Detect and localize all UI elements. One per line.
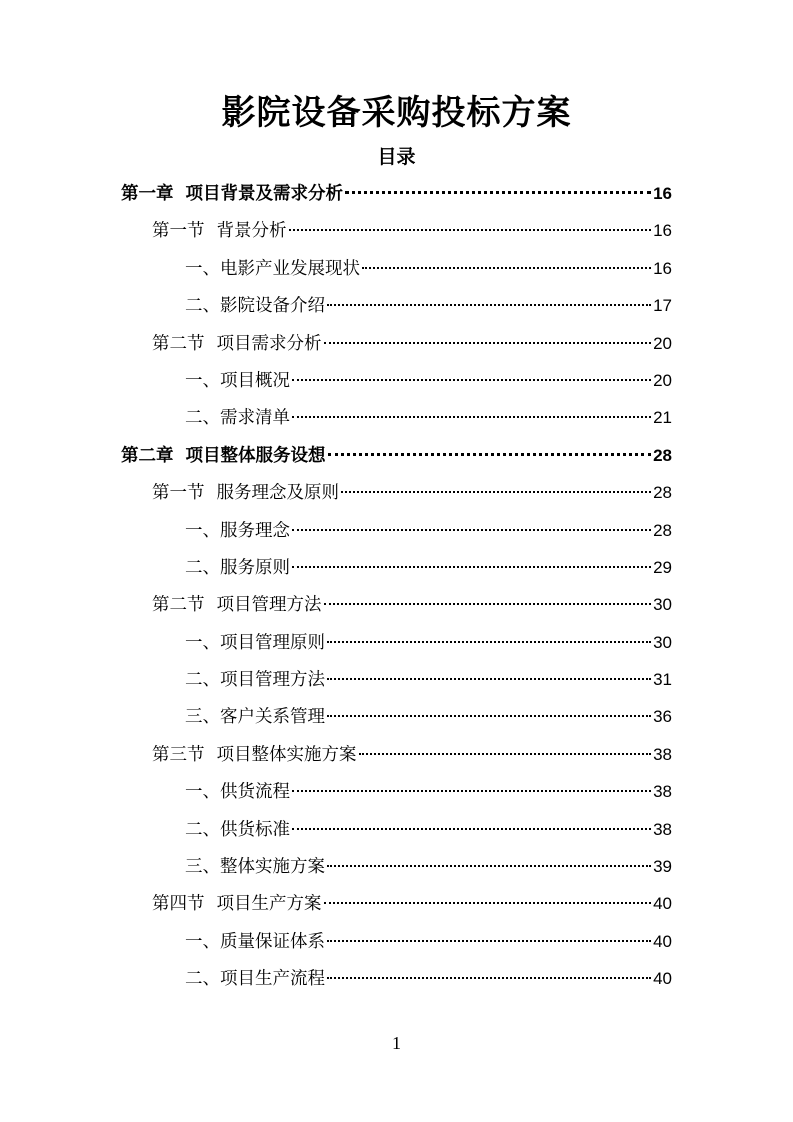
toc-entry-level-3[interactable] bbox=[0, 512, 793, 549]
table-of-contents bbox=[0, 175, 793, 998]
toc-entry-number: 二、 bbox=[185, 557, 220, 578]
toc-entry-level-2[interactable] bbox=[0, 885, 793, 922]
toc-entry-level-3[interactable] bbox=[0, 923, 793, 960]
toc-entry-title: 项目背景及需求分析 bbox=[185, 184, 343, 204]
toc-entry-title: 项目管理方法 bbox=[220, 670, 325, 691]
toc-entry-title: 项目管理原则 bbox=[220, 632, 325, 653]
dot-leader bbox=[289, 229, 652, 231]
toc-entry-number: 第一节 bbox=[152, 221, 205, 242]
toc-entry-page: 20 bbox=[653, 370, 672, 390]
toc-entry-level-2[interactable] bbox=[0, 586, 793, 623]
dot-leader bbox=[359, 753, 652, 755]
toc-entry-page: 36 bbox=[653, 707, 672, 727]
toc-entry-title: 项目管理方法 bbox=[216, 595, 322, 616]
dot-leader bbox=[292, 379, 651, 381]
dot-leader bbox=[327, 715, 651, 717]
toc-entry-level-3[interactable] bbox=[0, 362, 793, 399]
toc-entry-number: 一、 bbox=[185, 632, 220, 653]
toc-entry-page: 17 bbox=[653, 296, 672, 316]
toc-entry-page: 16 bbox=[653, 184, 672, 203]
toc-entry-title: 影院设备介绍 bbox=[220, 296, 325, 317]
dot-leader bbox=[292, 828, 651, 830]
dot-leader bbox=[292, 529, 651, 531]
toc-entry-number: 三、 bbox=[185, 707, 220, 728]
toc-entry-page: 21 bbox=[653, 408, 672, 428]
toc-entry-number: 三、 bbox=[185, 857, 220, 878]
toc-entry-page: 30 bbox=[653, 632, 672, 652]
toc-entry-title: 客户关系管理 bbox=[220, 707, 325, 728]
toc-entry-level-3[interactable] bbox=[0, 960, 793, 997]
toc-entry-page: 29 bbox=[653, 557, 672, 577]
toc-entry-title: 整体实施方案 bbox=[220, 857, 325, 878]
toc-entry-page: 40 bbox=[653, 931, 672, 951]
toc-entry-title: 服务理念及原则 bbox=[216, 483, 339, 504]
dot-leader bbox=[327, 940, 651, 942]
toc-entry-level-2[interactable] bbox=[0, 474, 793, 511]
toc-entry-title: 服务原则 bbox=[220, 557, 290, 578]
toc-entry-level-3[interactable] bbox=[0, 250, 793, 287]
dot-leader bbox=[327, 678, 651, 680]
toc-entry-title: 服务理念 bbox=[220, 520, 290, 541]
toc-entry-level-3[interactable] bbox=[0, 848, 793, 885]
toc-entry-page: 31 bbox=[653, 670, 672, 690]
toc-entry-title: 项目生产流程 bbox=[220, 969, 325, 990]
toc-entry-number: 一、 bbox=[185, 520, 220, 541]
toc-entry-number: 一、 bbox=[185, 370, 220, 391]
toc-entry-level-2[interactable] bbox=[0, 736, 793, 773]
document-title: 影院设备采购投标方案 bbox=[221, 93, 572, 133]
toc-entry-level-3[interactable] bbox=[0, 287, 793, 324]
toc-entry-number: 二、 bbox=[185, 969, 220, 990]
dot-leader bbox=[324, 342, 652, 344]
toc-entry-title: 供货标准 bbox=[220, 819, 290, 840]
page-number: 1 bbox=[392, 1033, 401, 1053]
toc-entry-level-2[interactable] bbox=[0, 212, 793, 249]
dot-leader bbox=[327, 977, 651, 979]
toc-entry-number: 第三节 bbox=[152, 744, 205, 765]
toc-entry-level-3[interactable] bbox=[0, 811, 793, 848]
toc-entry-title: 供货流程 bbox=[220, 782, 290, 803]
dot-leader bbox=[324, 902, 652, 904]
dot-leader bbox=[292, 566, 651, 568]
toc-entry-number: 第一章 bbox=[121, 184, 174, 204]
toc-entry-title: 项目概况 bbox=[220, 370, 290, 391]
dot-leader bbox=[341, 491, 651, 493]
toc-entry-page: 28 bbox=[653, 445, 672, 465]
dot-leader bbox=[327, 641, 651, 643]
toc-entry-page: 40 bbox=[653, 969, 672, 989]
toc-entry-page: 38 bbox=[653, 744, 672, 764]
toc-entry-title: 需求清单 bbox=[220, 408, 290, 429]
toc-entry-number: 第二章 bbox=[121, 445, 174, 466]
toc-entry-title: 项目需求分析 bbox=[216, 333, 322, 354]
toc-entry-level-1[interactable] bbox=[0, 175, 793, 212]
toc-entry-title: 背景分析 bbox=[216, 221, 287, 242]
toc-entry-page: 38 bbox=[653, 782, 672, 802]
toc-entry-page: 16 bbox=[653, 221, 672, 241]
toc-entry-number: 二、 bbox=[185, 670, 220, 691]
toc-entry-page: 28 bbox=[653, 520, 672, 540]
dot-leader bbox=[324, 603, 652, 605]
toc-entry-number: 二、 bbox=[185, 819, 220, 840]
toc-entry-title: 项目整体服务设想 bbox=[185, 445, 326, 466]
toc-entry-number: 第四节 bbox=[152, 894, 205, 915]
dot-leader bbox=[292, 790, 651, 792]
toc-entry-page: 40 bbox=[653, 894, 672, 914]
toc-heading: 目录 bbox=[377, 146, 416, 168]
toc-entry-level-3[interactable] bbox=[0, 661, 793, 698]
toc-entry-number: 一、 bbox=[185, 931, 220, 952]
dot-leader bbox=[345, 191, 651, 194]
toc-entry-number: 第二节 bbox=[152, 333, 205, 354]
toc-entry-page: 30 bbox=[653, 595, 672, 615]
toc-entry-level-2[interactable] bbox=[0, 325, 793, 362]
toc-entry-title: 项目整体实施方案 bbox=[216, 744, 357, 765]
toc-entry-number: 一、 bbox=[185, 258, 220, 279]
dot-leader bbox=[327, 304, 651, 306]
toc-entry-number: 第一节 bbox=[152, 483, 205, 504]
toc-entry-page: 16 bbox=[653, 258, 672, 278]
toc-entry-page: 39 bbox=[653, 857, 672, 877]
toc-entry-title: 质量保证体系 bbox=[220, 931, 325, 952]
toc-entry-page: 28 bbox=[653, 483, 672, 503]
dot-leader bbox=[362, 267, 651, 269]
toc-entry-number: 一、 bbox=[185, 782, 220, 803]
toc-entry-level-3[interactable] bbox=[0, 624, 793, 661]
toc-entry-level-3[interactable] bbox=[0, 549, 793, 586]
toc-entry-number: 第二节 bbox=[152, 595, 205, 616]
toc-entry-page: 20 bbox=[653, 333, 672, 353]
dot-leader bbox=[328, 453, 652, 456]
toc-entry-level-3[interactable] bbox=[0, 399, 793, 436]
toc-entry-title: 电影产业发展现状 bbox=[220, 258, 360, 279]
dot-leader bbox=[292, 416, 651, 418]
toc-entry-number: 二、 bbox=[185, 296, 220, 317]
dot-leader bbox=[327, 865, 651, 867]
toc-entry-level-1[interactable] bbox=[0, 437, 793, 474]
toc-entry-page: 38 bbox=[653, 819, 672, 839]
toc-entry-title: 项目生产方案 bbox=[216, 894, 322, 915]
toc-entry-number: 二、 bbox=[185, 408, 220, 429]
toc-entry-level-3[interactable] bbox=[0, 698, 793, 735]
toc-entry-level-3[interactable] bbox=[0, 773, 793, 810]
